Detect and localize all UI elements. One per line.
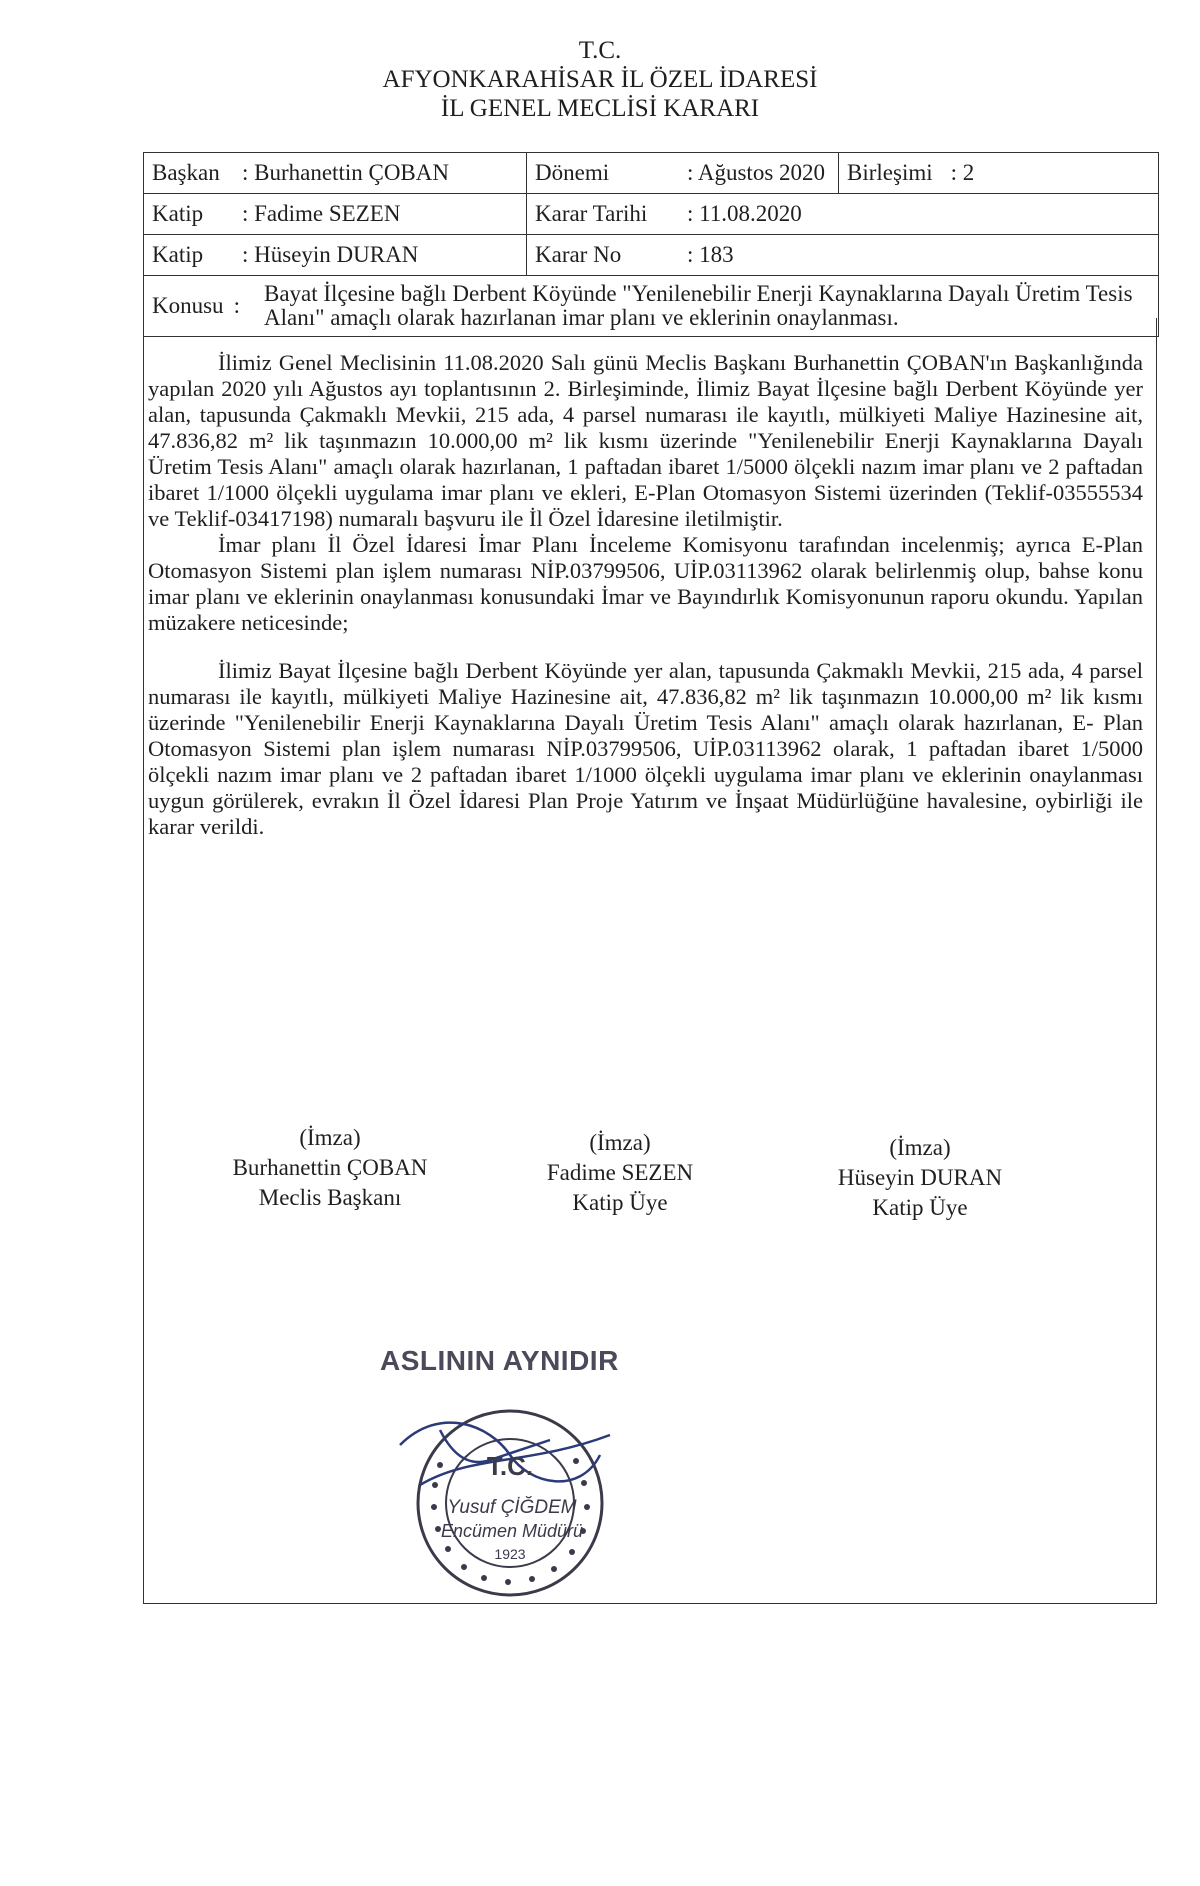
signature-role: Katip Üye	[872, 1195, 968, 1220]
signature-imza: (İmza)	[299, 1125, 361, 1150]
decision-body	[148, 350, 1143, 840]
signature-block-baskan	[210, 1123, 450, 1213]
signature-imza: (İmza)	[889, 1135, 951, 1160]
seal-tc: T.C.	[486, 1451, 534, 1481]
signature-name: Fadime SEZEN	[546, 1160, 694, 1185]
signature-role: Meclis Başkanı	[258, 1185, 402, 1210]
konusu-label: Konusu	[152, 293, 224, 318]
body-paragraph-3: İlimiz Bayat İlçesine bağlı Derbent Köyünde yer alan, tapusunda Çakmaklı Mevkii, 215 ada, 4 parsel numarası ile kayıtlı, mülkiyeti Maliye Hazinesine ait, 47.836,82 m² lik taşınmazın 10.000,00 m² lik kısmı üzerinde "Yenilenebilir Enerji Kaynaklarına Dayalı Üretim Tesis Alanı" amaçlı olarak hazırlanan, E- Plan Otomasyon Sistemi plan işlem numarası NİP.03799506, UİP.03113962 olarak, 1 paftadan ibaret 1/5000 ölçekli nazım imar planı ve 2 paftadan ibaret 1/1000 ölçekli uygulama imar planı ve eklerinin onaylanması uygun görülerek, evrakın İl Özel İdaresi Plan Proje Yatırım ve İnşaat Müdürlüğüne havalesine, oybirliği ile karar verildi.	[148, 658, 1143, 839]
katip1-label: Katip	[152, 201, 204, 226]
karar-tarihi-label: Karar Tarihi	[535, 201, 648, 226]
header-institution: AFYONKARAHİSAR İL ÖZEL İDARESİ	[382, 66, 818, 93]
donemi-value: : Ağustos 2020	[679, 153, 839, 193]
header-document-type: İL GENEL MECLİSİ KARARI	[440, 95, 760, 122]
official-seal-graphic	[380, 1335, 640, 1615]
signature-block-katip1	[510, 1128, 730, 1218]
certified-copy-title: ASLININ AYNIDIR	[380, 1345, 619, 1376]
konusu-text: Bayat İlçesine bağlı Derbent Köyünde "Yenilenebilir Enerji Kaynaklarına Dayalı Üretim Tesis Alanı" amaçlı olarak hazırlanan imar planı ve eklerinin onaylanması.	[264, 281, 1133, 330]
birlesimi-cell	[839, 153, 1158, 193]
seal-year: 1923	[494, 1546, 526, 1562]
katip2-value: : Hüseyin DURAN	[234, 235, 527, 275]
body-paragraph-2: İmar planı İl Özel İdaresi İmar Planı İnceleme Komisyonu tarafından incelenmiş; ayrıca E-Plan Otomasyon Sistemi plan işlem numarası NİP.03799506, UİP.03113962 olarak belirlenmiş olup, bahse konu imar planı ve eklerinin onaylanması konusundaki İmar ve Bayındırlık Komisyonunun raporu okundu. Yapılan müzakere neticesinde;	[148, 532, 1143, 635]
header-tc: T.C.	[578, 37, 622, 64]
donemi-label: Dönemi	[535, 160, 610, 185]
karar-tarihi-value: : 11.08.2020	[687, 201, 802, 226]
birlesimi-label: Birleşimi	[847, 160, 933, 185]
signature-role: Katip Üye	[572, 1190, 668, 1215]
document-header	[0, 36, 1200, 123]
info-row-katip2	[144, 235, 1158, 276]
signature-name: Hüseyin DURAN	[837, 1165, 1003, 1190]
baskan-value: : Burhanettin ÇOBAN	[234, 153, 527, 193]
konusu-colon: :	[233, 293, 240, 318]
katip1-value: : Fadime SEZEN	[234, 194, 527, 234]
decision-info-table	[143, 152, 1159, 337]
seal-person-name: Yusuf ÇİĞDEM	[447, 1497, 577, 1518]
signature-block-katip2	[810, 1133, 1030, 1223]
karar-no-label: Karar No	[535, 242, 622, 267]
info-row-baskan	[144, 153, 1158, 194]
birlesimi-value: : 2	[950, 160, 975, 185]
katip2-label: Katip	[152, 242, 204, 267]
certified-copy-stamp	[380, 1335, 640, 1615]
info-row-katip1	[144, 194, 1158, 235]
body-paragraph-1: İlimiz Genel Meclisinin 11.08.2020 Salı günü Meclis Başkanı Burhanettin ÇOBAN'ın Başkanlığında yapılan 2020 yılı Ağustos ayı toplantısının 2. Birleşiminde, İlimiz Bayat İlçesine bağlı Derbent Köyünde yer alan, tapusunda Çakmaklı Mevkii, 215 ada, 4 parsel numarası ile kayıtlı, mülkiyeti Maliye Hazinesine ait, 47.836,82 m² lik taşınmazın 10.000,00 m² lik kısmı üzerinde "Yenilenebilir Enerji Kaynaklarına Dayalı Üretim Tesis Alanı" amaçlı olarak hazırlanan, 1 paftadan ibaret 1/5000 ölçekli nazım imar planı ve 2 paftadan ibaret 1/1000 ölçekli uygulama imar planı ve ekleri, E-Plan Otomasyon Sistemi üzerinden (Teklif-03555534 ve Teklif-03417198) numaralı başvuru ile İl Özel İdaresine iletilmiştir.	[148, 350, 1143, 531]
signature-name: Burhanettin ÇOBAN	[232, 1155, 428, 1180]
karar-no-value: : 183	[687, 242, 734, 267]
signature-imza: (İmza)	[589, 1130, 651, 1155]
baskan-label: Başkan	[152, 160, 220, 185]
seal-person-role: Encümen Müdürü	[440, 1521, 584, 1541]
